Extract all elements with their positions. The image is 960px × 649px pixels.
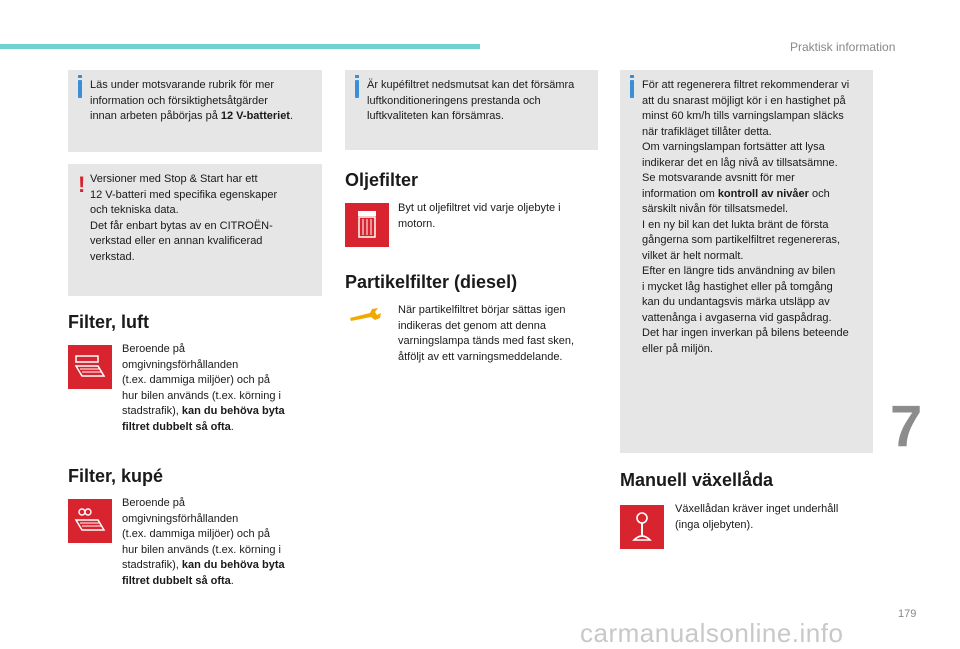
text-line: Beroende på [122, 497, 185, 509]
warning-box-stop-start [68, 164, 322, 296]
info-line: Se motsvarande avsnitt för mer [642, 172, 795, 184]
info-icon [355, 80, 359, 98]
info-line: information om kontroll av nivåer och [642, 187, 830, 200]
info-box-battery [68, 70, 322, 152]
air-filter-text [122, 342, 312, 435]
text-line: motorn. [398, 217, 436, 230]
wrench-icon [348, 306, 384, 324]
text-line: (t.ex. dammiga miljöer) och på [122, 374, 270, 386]
gearbox-heading: Manuell växellåda [620, 470, 774, 490]
info-line: För att regenerera filtret rekommenderar vi [642, 79, 850, 91]
text-line: filtret dubbelt så ofta. [122, 420, 234, 433]
info-line: kan du undantagsvis märka utsläpp av [642, 296, 830, 308]
info-line: minst 60 km/h tills varningslampan släcks [642, 110, 844, 122]
cabin-filter-icon [68, 499, 112, 543]
info-line: särskilt nivån för tillsatsmedel. [642, 203, 789, 215]
gearbox-icon [620, 505, 664, 549]
text-line: stadstrafik), kan du behöva byta [122, 405, 285, 417]
info-line: vattenånga i avgaserna vid gaspådrag. [642, 311, 832, 324]
info-line: Efter en längre tids användning av bilen [642, 265, 836, 277]
info-line: i mycket låg hastighet eller på tomgång [642, 280, 833, 293]
text-line: stadstrafik), kan du behöva byta [122, 559, 285, 571]
warning-line: verkstad. [90, 250, 135, 263]
oil-filter-icon [345, 203, 389, 247]
info-icon [630, 80, 634, 98]
info-line: eller på miljön. [642, 342, 713, 355]
info-line: I en ny bil kan det lukta bränt de första [642, 218, 829, 231]
warning-line: Versioner med Stop & Start har ett [90, 173, 258, 185]
text-line: (inga oljebyten). [675, 518, 754, 531]
particle-filter-text [398, 303, 593, 365]
text-line: hur bilen används (t.ex. körning i [122, 389, 281, 402]
text-line: filtret dubbelt så ofta. [122, 574, 234, 587]
text-line: varningslampa tänds med fast sken, [398, 335, 575, 347]
page-number: 179 [898, 608, 917, 620]
info-line: innan arbeten påbörjas på 12 V-batteriet. [90, 110, 294, 122]
info-line: Läs under motsvarande rubrik för mer [90, 79, 275, 91]
text-line: åtföljt av ett varningsmeddelande. [398, 350, 563, 363]
text-line: indikeras det genom att denna [398, 319, 546, 332]
gearbox-text [675, 502, 870, 533]
text-line: omgivningsförhållanden [122, 512, 239, 525]
info-line: att du snarast möjligt kör i en hastighet på [642, 94, 846, 107]
top-accent-bar [0, 44, 480, 49]
chapter-number: 7 [890, 394, 923, 459]
info-box-regeneration [620, 70, 873, 453]
info-line: Är kupéfiltret nedsmutsat kan det försämra [367, 79, 575, 91]
warning-icon: ! [78, 172, 86, 197]
text-line: Beroende på [122, 343, 185, 355]
info-line: information och försiktighetsåtgärder [90, 94, 268, 107]
cabin-filter-text [122, 496, 312, 589]
info-box-cabin-filter [345, 70, 598, 150]
oil-filter-text [398, 201, 593, 232]
air-filter-icon [68, 345, 112, 389]
info-line: indikerar det en låg nivå av tillsatsämne. [642, 156, 838, 169]
cabin-filter-heading: Filter, kupé [68, 466, 164, 486]
info-line: luftkvaliteten kan försämras. [367, 110, 504, 122]
warning-line: och tekniska data. [90, 204, 179, 216]
info-line: Om varningslampan fortsätter att lysa [642, 141, 825, 153]
particle-filter-heading: Partikelfilter (diesel) [345, 272, 518, 292]
info-icon [78, 80, 82, 98]
text-line: omgivningsförhållanden [122, 358, 239, 371]
text-line: När partikelfiltret börjar sättas igen [398, 304, 566, 316]
air-filter-heading: Filter, luft [68, 312, 149, 332]
text-line: Växellådan kräver inget underhåll [675, 503, 839, 515]
warning-line: 12 V-batteri med specifika egenskaper [90, 188, 278, 201]
text-line: hur bilen används (t.ex. körning i [122, 543, 281, 556]
section-header: Praktisk information [790, 40, 896, 54]
info-line: vilket är helt normalt. [642, 249, 744, 262]
info-line: när trafikläget tillåter detta. [642, 125, 772, 138]
text-line: (t.ex. dammiga miljöer) och på [122, 528, 270, 540]
info-line: luftkonditioneringens prestanda och [367, 94, 541, 107]
watermark: carmanualsonline.info [580, 618, 844, 648]
warning-line: Det får enbart bytas av en CITROËN- [90, 219, 273, 232]
info-line: Det har ingen inverkan på bilens beteende [642, 327, 849, 339]
oil-filter-heading: Oljefilter [345, 170, 419, 190]
text-line: Byt ut oljefiltret vid varje oljebyte i [398, 202, 561, 214]
warning-line: verkstad eller en annan kvalificerad [90, 235, 263, 247]
info-line: gångerna som partikelfiltret regenereras, [642, 234, 841, 246]
